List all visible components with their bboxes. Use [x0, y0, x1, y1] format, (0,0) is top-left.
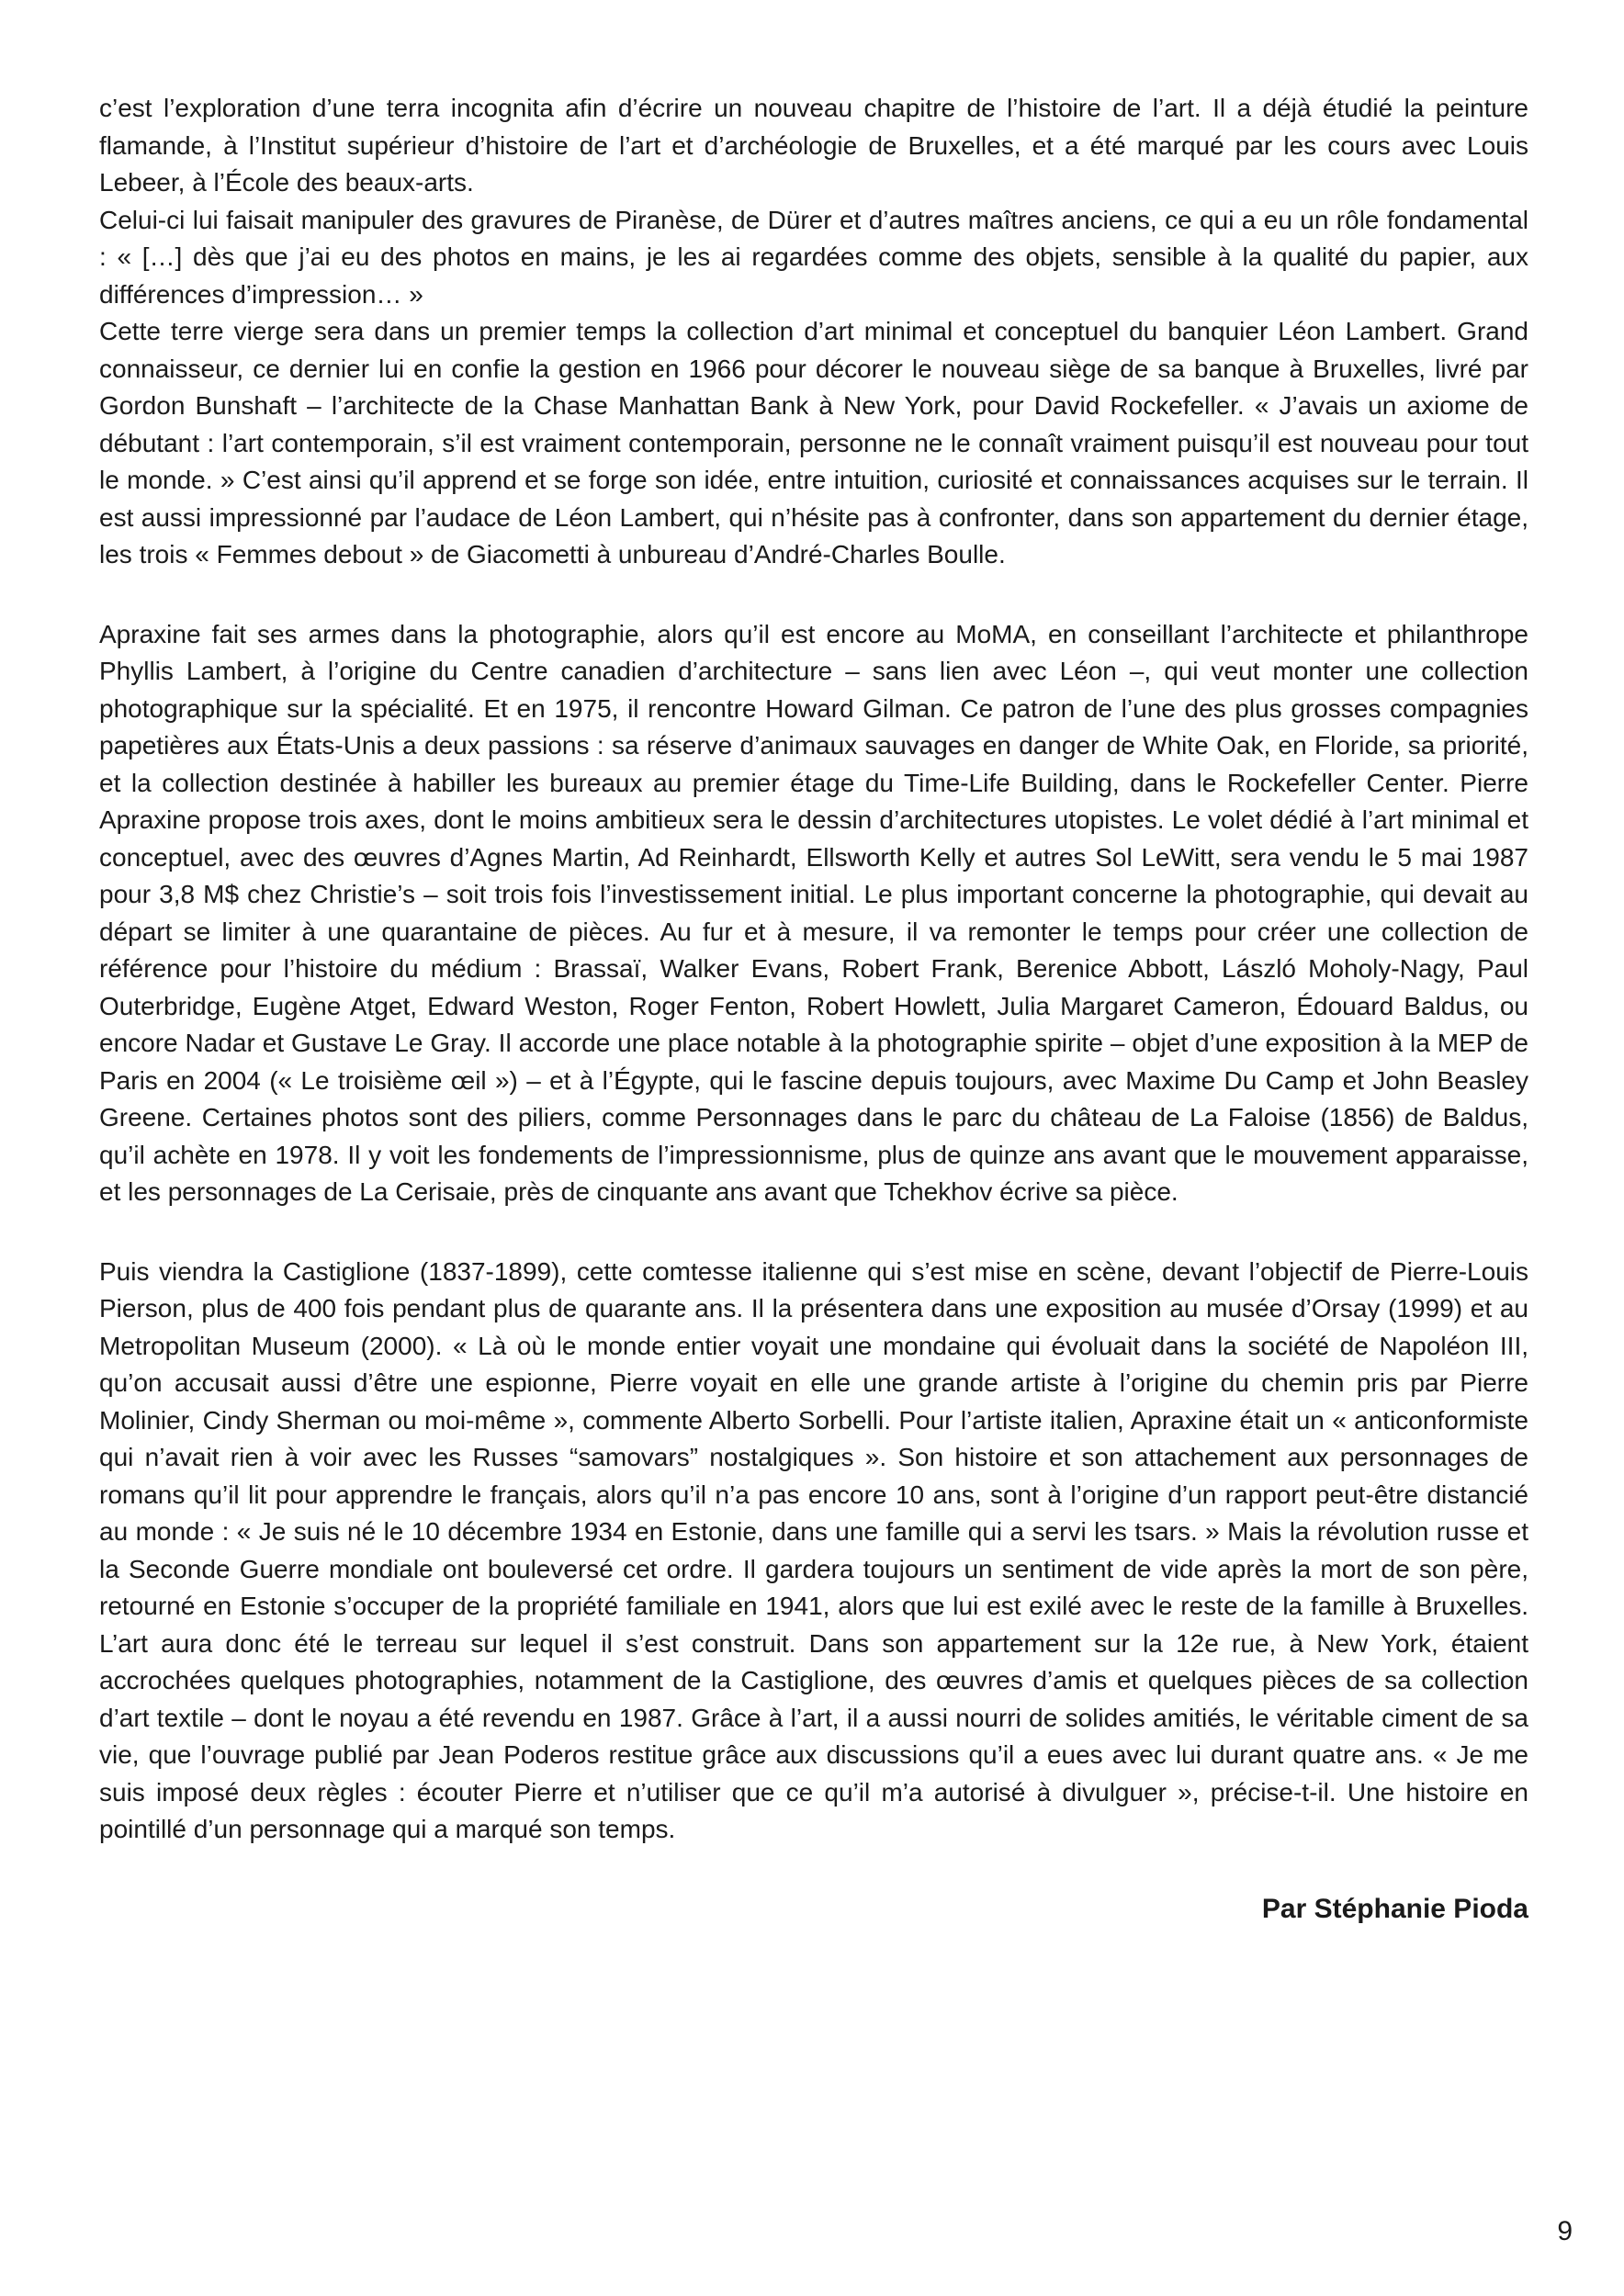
paragraph-group-3: [99, 1254, 1528, 1849]
article-body: [99, 90, 1528, 1928]
page-number: 9: [1557, 2216, 1573, 2246]
paragraph: Apraxine fait ses armes dans la photographie, alors qu’il est encore au MoMA, en conseillant l’architecte et philanthrope Phyllis Lambert, à l’origine du Centre canadien d’architecture – sans lien avec Léon –, qui veut monter une collection photographique sur la spécialité. Et en 1975, il rencontre Howard Gilman. Ce patron de l’une des plus grosses compagnies papetières aux États-Unis a deux passions : sa réserve d’animaux sauvages en danger de White Oak, en Floride, sa priorité, et la collection destinée à habiller les bureaux au premier étage du Time-Life Building, dans le Rockefeller Center. Pierre Apraxine propose trois axes, dont le moins ambitieux sera le dessin d’architectures utopistes. Le volet dédié à l’art minimal et conceptuel, avec des œuvres d’Agnes Martin, Ad Reinhardt, Ellsworth Kelly et autres Sol LeWitt, sera vendu le 5 mai 1987 pour 3,8 M$ chez Christie’s – soit trois fois l’investissement initial. Le plus important concerne la photographie, qui devait au départ se limiter à une quarantaine de pièces. Au fur et à mesure, il va remonter le temps pour créer une collection de référence pour l’histoire du médium : Brassaï, Walker Evans, Robert Frank, Berenice Abbott, László Moholy-Nagy, Paul Outerbridge, Eugène Atget, Edward Weston, Roger Fenton, Robert Howlett, Julia Margaret Cameron, Édouard Baldus, ou encore Nadar et Gustave Le Gray. Il accorde une place notable à la photographie spirite – objet d’une exposition à la MEP de Paris en 2004 (« Le troisième œil ») – et à l’Égypte, qui le fascine depuis toujours, avec Maxime Du Camp et John Beasley Greene. Certaines photos sont des piliers, comme Personnages dans le parc du château de La Faloise (1856) de Baldus, qu’il achète en 1978. Il y voit les fondements de l’impressionnisme, plus de quinze ans avant que le mouvement apparaisse, et les personnages de La Cerisaie, près de cinquante ans avant que Tchekhov écrive sa pièce.: [99, 619, 1528, 1206]
author-signature: Par Stéphanie Pioda: [1261, 1893, 1528, 1924]
paragraph: c’est l’exploration d’une terra incognita afin d’écrire un nouveau chapitre de l’histoire de l’art. Il a déjà étudié la peinture flamande, à l’Institut supérieur d’histoire de l’art et d’archéologie de Bruxelles, et a été marqué par les cours avec Louis Lebeer, à l’École des beaux-arts.: [99, 94, 1528, 197]
paragraph-group-2: [99, 616, 1528, 1211]
paragraph: Puis viendra la Castiglione (1837-1899), cette comtesse italienne qui s’est mise en scène, devant l’objectif de Pierre-Louis Pierson, plus de 400 fois pendant plus de quarante ans. Il la présentera dans une exposition au musée d’Orsay (1999) et au Metropolitan Museum (2000). « Là où le monde entier voyait une mondaine qui évoluait dans la société de Napoléon III, qu’on accusait aussi d’être une espionne, Pierre voyait en elle une grande artiste à l’origine du chemin pris par Pierre Molinier, Cindy Sherman ou moi-même », commente Alberto Sorbelli. Pour l’artiste italien, Apraxine était un « anticonformiste qui n’avait rien à voir avec les Russes “samovars” nostalgiques ». Son histoire et son attachement aux personnages de romans qu’il lit pour apprendre le français, alors qu’il n’a pas encore 10 ans, sont à l’origine d’un rapport peut-être distancié au monde : « Je suis né le 10 décembre 1934 en Estonie, dans une famille qui a servi les tsars. » Mais la révolution russe et la Seconde Guerre mondiale ont bouleversé cet ordre. Il gardera toujours un sentiment de vide après la mort de son père, retourné en Estonie s’occuper de la propriété familiale en 1941, alors que lui est exilé avec le reste de la famille à Bruxelles. L’art aura donc été le terreau sur lequel il s’est construit. Dans son appartement sur la 12e rue, à New York, étaient accrochées quelques photographies, notamment de la Castiglione, des œuvres d’amis et quelques pièces de sa collection d’art textile – dont le noyau a été revendu en 1987. Grâce à l’art, il a aussi nourri de solides amitiés, le véritable ciment de sa vie, que l’ouvrage publié par Jean Poderos restitue grâce aux discussions qu’il a eues avec lui durant quatre ans. « Je me suis imposé deux règles : écouter Pierre et n’utiliser que ce qu’il m’a autorisé à divulguer », précise-t-il. Une histoire en pointillé d’un personnage qui a marqué son temps.: [99, 1256, 1528, 1843]
paragraph-group-1: [99, 90, 1528, 574]
paragraph: Celui-ci lui faisait manipuler des gravures de Piranèse, de Dürer et d’autres maîtres anciens, ce qui a eu un rôle fondamental : « […] dès que j’ai eu des photos en mains, je les ai regardées comme des objets, sensible à la qualité du papier, aux différences d’impression… »: [99, 205, 1528, 309]
paragraph: Cette terre vierge sera dans un premier temps la collection d’art minimal et conceptuel du banquier Léon Lambert. Grand connaisseur, ce dernier lui en confie la gestion en 1966 pour décorer le nouveau siège de sa banque à Bruxelles, livré par Gordon Bunshaft – l’architecte de la Chase Manhattan Bank à New York, pour David Rockefeller. « J’avais un axiome de débutant : l’art contemporain, s’il est vraiment contemporain, personne ne le connaît vraiment puisqu’il est nouveau pour tout le monde. » C’est ainsi qu’il apprend et se forge son idée, entre intuition, curiosité et connaissances acquises sur le terrain. Il est aussi impressionné par l’audace de Léon Lambert, qui n’hésite pas à confronter, dans son appartement du dernier étage, les trois « Femmes debout » de Giacometti à unbureau d’André-Charles Boulle.: [99, 317, 1528, 568]
